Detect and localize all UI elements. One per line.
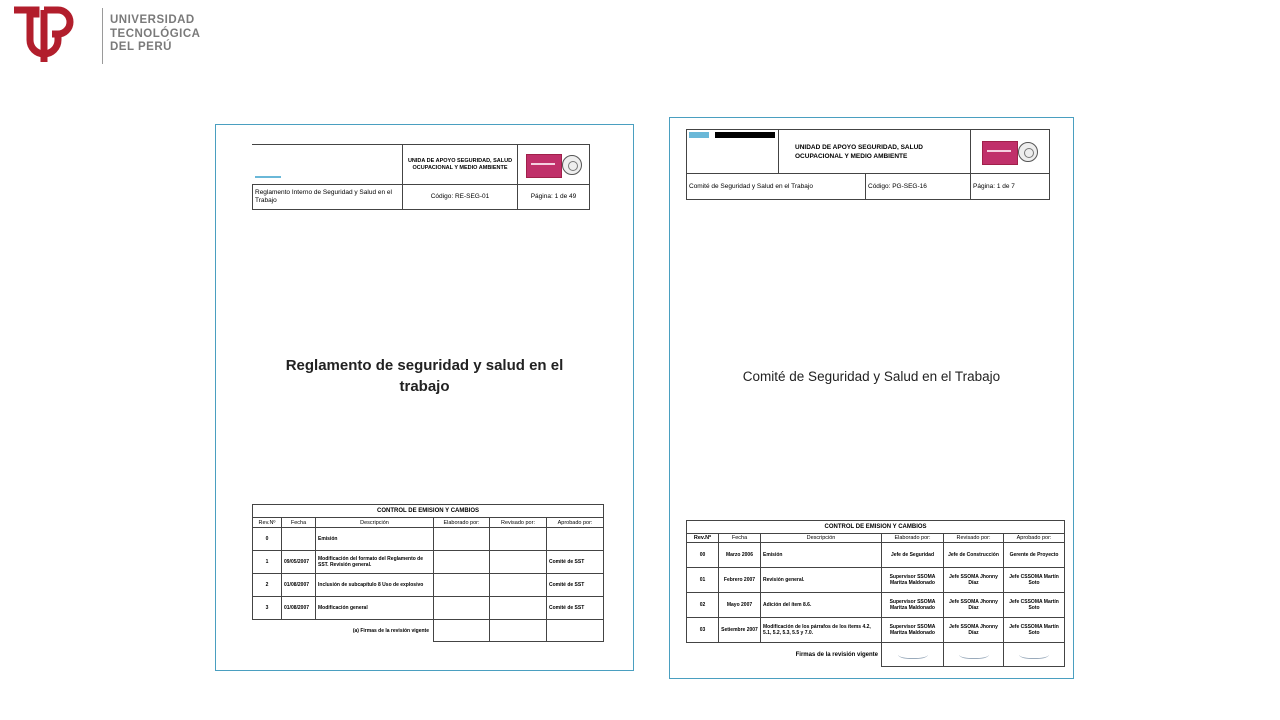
right-col-rev: Rev.Nº bbox=[687, 534, 719, 543]
cell-rev: 03 bbox=[687, 618, 719, 643]
logo-separator bbox=[102, 8, 103, 64]
cell-approved: Jefe CSSOMA Martín Soto bbox=[1004, 593, 1065, 618]
right-control-title: CONTROL DE EMISION Y CAMBIOS bbox=[687, 521, 1065, 534]
left-control-table bbox=[252, 504, 604, 642]
cell-approved: Comité de SST bbox=[547, 551, 604, 574]
left-signatures-label: (a) Firmas de la revisión vigente bbox=[352, 627, 429, 634]
cell-approved: Comité de SST bbox=[547, 597, 604, 620]
left-company-logo bbox=[255, 176, 281, 178]
left-header-code: Código: RE-SEG-01 bbox=[403, 185, 518, 210]
table-row bbox=[253, 597, 604, 620]
cell-date: Setiembre 2007 bbox=[719, 618, 761, 643]
university-name-line-2: TECNOLÓGICA bbox=[110, 27, 201, 40]
cell-date bbox=[282, 528, 316, 551]
table-row bbox=[687, 618, 1065, 643]
table-row bbox=[687, 593, 1065, 618]
right-document-title: Comité de Seguridad y Salud en el Trabajo bbox=[742, 369, 1001, 384]
right-signatures-label: Firmas de la revisión vigente bbox=[795, 651, 878, 658]
left-header-page: Página: 1 de 49 bbox=[518, 185, 590, 210]
signature-cell bbox=[434, 620, 490, 642]
signature-mark bbox=[898, 648, 928, 659]
left-col-date: Fecha bbox=[282, 518, 316, 528]
signature-cell bbox=[944, 643, 1004, 667]
university-name bbox=[110, 14, 200, 55]
left-certification-badge bbox=[526, 152, 582, 178]
cell-reviewed bbox=[490, 574, 547, 597]
cell-approved: Jefe CSSOMA Martín Soto bbox=[1004, 568, 1065, 593]
cell-rev: 2 bbox=[253, 574, 282, 597]
cell-date: Mayo 2007 bbox=[719, 593, 761, 618]
signature-cell bbox=[882, 643, 944, 667]
cell-elab: Supervisor SSOMA Maritza Maldonado bbox=[882, 593, 944, 618]
cell-reviewed: Jefe de Construcción bbox=[944, 543, 1004, 568]
right-document-page bbox=[669, 117, 1074, 679]
cell-date: 01/08/2007 bbox=[282, 574, 316, 597]
cell-approved: Gerente de Proyecto bbox=[1004, 543, 1065, 568]
cell-rev: 0 bbox=[253, 528, 282, 551]
cell-rev: 02 bbox=[687, 593, 719, 618]
utp-logo-icon bbox=[10, 4, 82, 66]
cell-desc: Modificación del formato del Reglamento de SST. Revisión general. bbox=[316, 551, 434, 574]
cell-elab bbox=[434, 597, 490, 620]
left-col-elab: Elaborado por: bbox=[434, 518, 490, 528]
university-name-line-1: UNIVERSIDAD bbox=[110, 14, 195, 26]
left-header-doc: Reglamento Interno de Seguridad y Salud en el Trabajo bbox=[253, 185, 403, 210]
right-company-logo bbox=[689, 132, 775, 138]
cell-approved bbox=[547, 528, 604, 551]
cell-desc: Inclusión de subcapítulo 8 Uso de explosivo bbox=[316, 574, 434, 597]
signature-mark bbox=[1019, 648, 1049, 659]
cell-elab: Supervisor SSOMA Maritza Maldonado bbox=[882, 568, 944, 593]
cell-rev: 00 bbox=[687, 543, 719, 568]
right-header-unit: UNIDAD DE APOYO SEGURIDAD, SALUD OCUPACIONAL Y MEDIO AMBIENTE bbox=[779, 130, 971, 174]
cell-rev: 01 bbox=[687, 568, 719, 593]
right-col-date: Fecha bbox=[719, 534, 761, 543]
cell-date: Marzo 2006 bbox=[719, 543, 761, 568]
cell-elab: Jefe de Seguridad bbox=[882, 543, 944, 568]
signatures-row bbox=[253, 620, 604, 642]
cell-desc: Revisión general. bbox=[761, 568, 882, 593]
right-document-header bbox=[686, 129, 1050, 200]
university-logo bbox=[10, 4, 200, 66]
cell-elab bbox=[434, 551, 490, 574]
cell-desc: Modificación general bbox=[316, 597, 434, 620]
left-col-desc: Descripción bbox=[316, 518, 434, 528]
right-header-code: Código: PG-SEG-16 bbox=[866, 174, 971, 200]
cell-reviewed: Jefe SSOMA Jhonny Díaz bbox=[944, 593, 1004, 618]
left-document-title: Reglamento de seguridad y salud en el trabajo bbox=[285, 357, 564, 395]
table-row bbox=[253, 528, 604, 551]
right-col-elab: Elaborado por: bbox=[882, 534, 944, 543]
cell-reviewed bbox=[490, 551, 547, 574]
cell-desc: Modificación de los párrafos de los ítems 4.2, 5.1, 5.2, 5.3, 5.5 y 7.0. bbox=[761, 618, 882, 643]
left-document-header bbox=[252, 144, 590, 210]
cell-desc: Emisión bbox=[316, 528, 434, 551]
right-header-doc: Comité de Seguridad y Salud en el Trabajo bbox=[687, 174, 866, 200]
cell-rev: 3 bbox=[253, 597, 282, 620]
cell-approved: Comité de SST bbox=[547, 574, 604, 597]
cell-reviewed: Jefe SSOMA Jhonny Díaz bbox=[944, 568, 1004, 593]
signature-cell bbox=[1004, 643, 1065, 667]
table-row bbox=[687, 543, 1065, 568]
signature-cell bbox=[547, 620, 604, 642]
signature-cell bbox=[490, 620, 547, 642]
cell-date: 01/08/2007 bbox=[282, 597, 316, 620]
cell-elab: Supervisor SSOMA Maritza Maldonado bbox=[882, 618, 944, 643]
table-row bbox=[253, 551, 604, 574]
right-header-page: Página: 1 de 7 bbox=[971, 174, 1050, 200]
left-col-reviewed: Revisado por: bbox=[490, 518, 547, 528]
right-col-desc: Descripción bbox=[761, 534, 882, 543]
left-col-rev: Rev.Nº bbox=[253, 518, 282, 528]
cell-elab bbox=[434, 528, 490, 551]
signature-mark bbox=[959, 648, 989, 659]
left-document-page bbox=[215, 124, 634, 671]
cell-reviewed bbox=[490, 597, 547, 620]
table-row bbox=[253, 574, 604, 597]
cell-desc: Emisión bbox=[761, 543, 882, 568]
university-name-line-3: DEL PERÚ bbox=[110, 41, 172, 53]
right-control-table bbox=[686, 520, 1065, 667]
right-col-approved: Aprobado por: bbox=[1004, 534, 1065, 543]
cell-elab bbox=[434, 574, 490, 597]
left-header-unit: UNIDA DE APOYO SEGURIDAD, SALUD OCUPACIONAL Y MEDIO AMBIENTE bbox=[403, 145, 518, 185]
cell-reviewed bbox=[490, 528, 547, 551]
cell-rev: 1 bbox=[253, 551, 282, 574]
left-control-title: CONTROL DE EMISION Y CAMBIOS bbox=[253, 505, 604, 518]
right-col-reviewed: Revisado por: bbox=[944, 534, 1004, 543]
table-row bbox=[687, 568, 1065, 593]
cell-reviewed: Jefe SSOMA Jhonny Díaz bbox=[944, 618, 1004, 643]
cell-desc: Adición del ítem 8.6. bbox=[761, 593, 882, 618]
left-col-approved: Aprobado por: bbox=[547, 518, 604, 528]
cell-date: 09/05/2007 bbox=[282, 551, 316, 574]
cell-date: Febrero 2007 bbox=[719, 568, 761, 593]
cell-approved: Jefe CSSOMA Martín Soto bbox=[1004, 618, 1065, 643]
signatures-row bbox=[687, 643, 1065, 667]
right-certification-badge bbox=[982, 139, 1038, 165]
